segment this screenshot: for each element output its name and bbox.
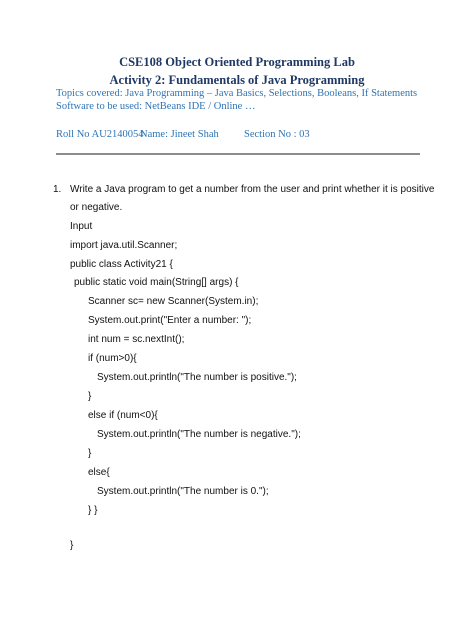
code-line: System.out.println("The number is negative."); — [97, 429, 301, 440]
question-text-line2: or negative. — [70, 202, 123, 213]
code-line: System.out.println("The number is positive."); — [97, 372, 297, 383]
code-line: public static void main(String[] args) { — [74, 277, 239, 288]
code-line: import java.util.Scanner; — [70, 240, 178, 251]
section-number: Section No : 03 — [244, 129, 310, 140]
code-line: } — [70, 540, 74, 551]
software-used: Software to be used: NetBeans IDE / Online … — [56, 101, 256, 112]
topics-covered: Topics covered: Java Programming – Java Basics, Selections, Booleans, If Statements — [56, 88, 418, 99]
code-line: else if (num<0){ — [88, 410, 158, 421]
roll-number: Roll No AU2140054 — [56, 129, 144, 140]
code-line: System.out.println("The number is 0."); — [97, 486, 269, 497]
course-title: CSE108 Object Oriented Programming Lab — [119, 55, 355, 69]
header-divider — [56, 153, 420, 155]
code-line: else{ — [88, 467, 110, 478]
code-line: System.out.print("Enter a number: "); — [88, 315, 252, 326]
code-line: } } — [88, 505, 98, 516]
question-number: 1. — [53, 184, 62, 195]
code-line: } — [88, 448, 92, 459]
question-text-line1: Write a Java program to get a number from the user and print whether it is positive — [70, 184, 435, 195]
input-label: Input — [70, 221, 93, 232]
activity-title: Activity 2: Fundamentals of Java Programming — [109, 73, 365, 87]
code-line: if (num>0){ — [88, 353, 137, 364]
code-line: Scanner sc= new Scanner(System.in); — [88, 296, 259, 307]
code-line: } — [88, 391, 92, 402]
student-name: Name: Jineet Shah — [140, 129, 219, 140]
code-line: int num = sc.nextInt(); — [88, 334, 185, 345]
code-line: public class Activity21 { — [70, 259, 173, 270]
